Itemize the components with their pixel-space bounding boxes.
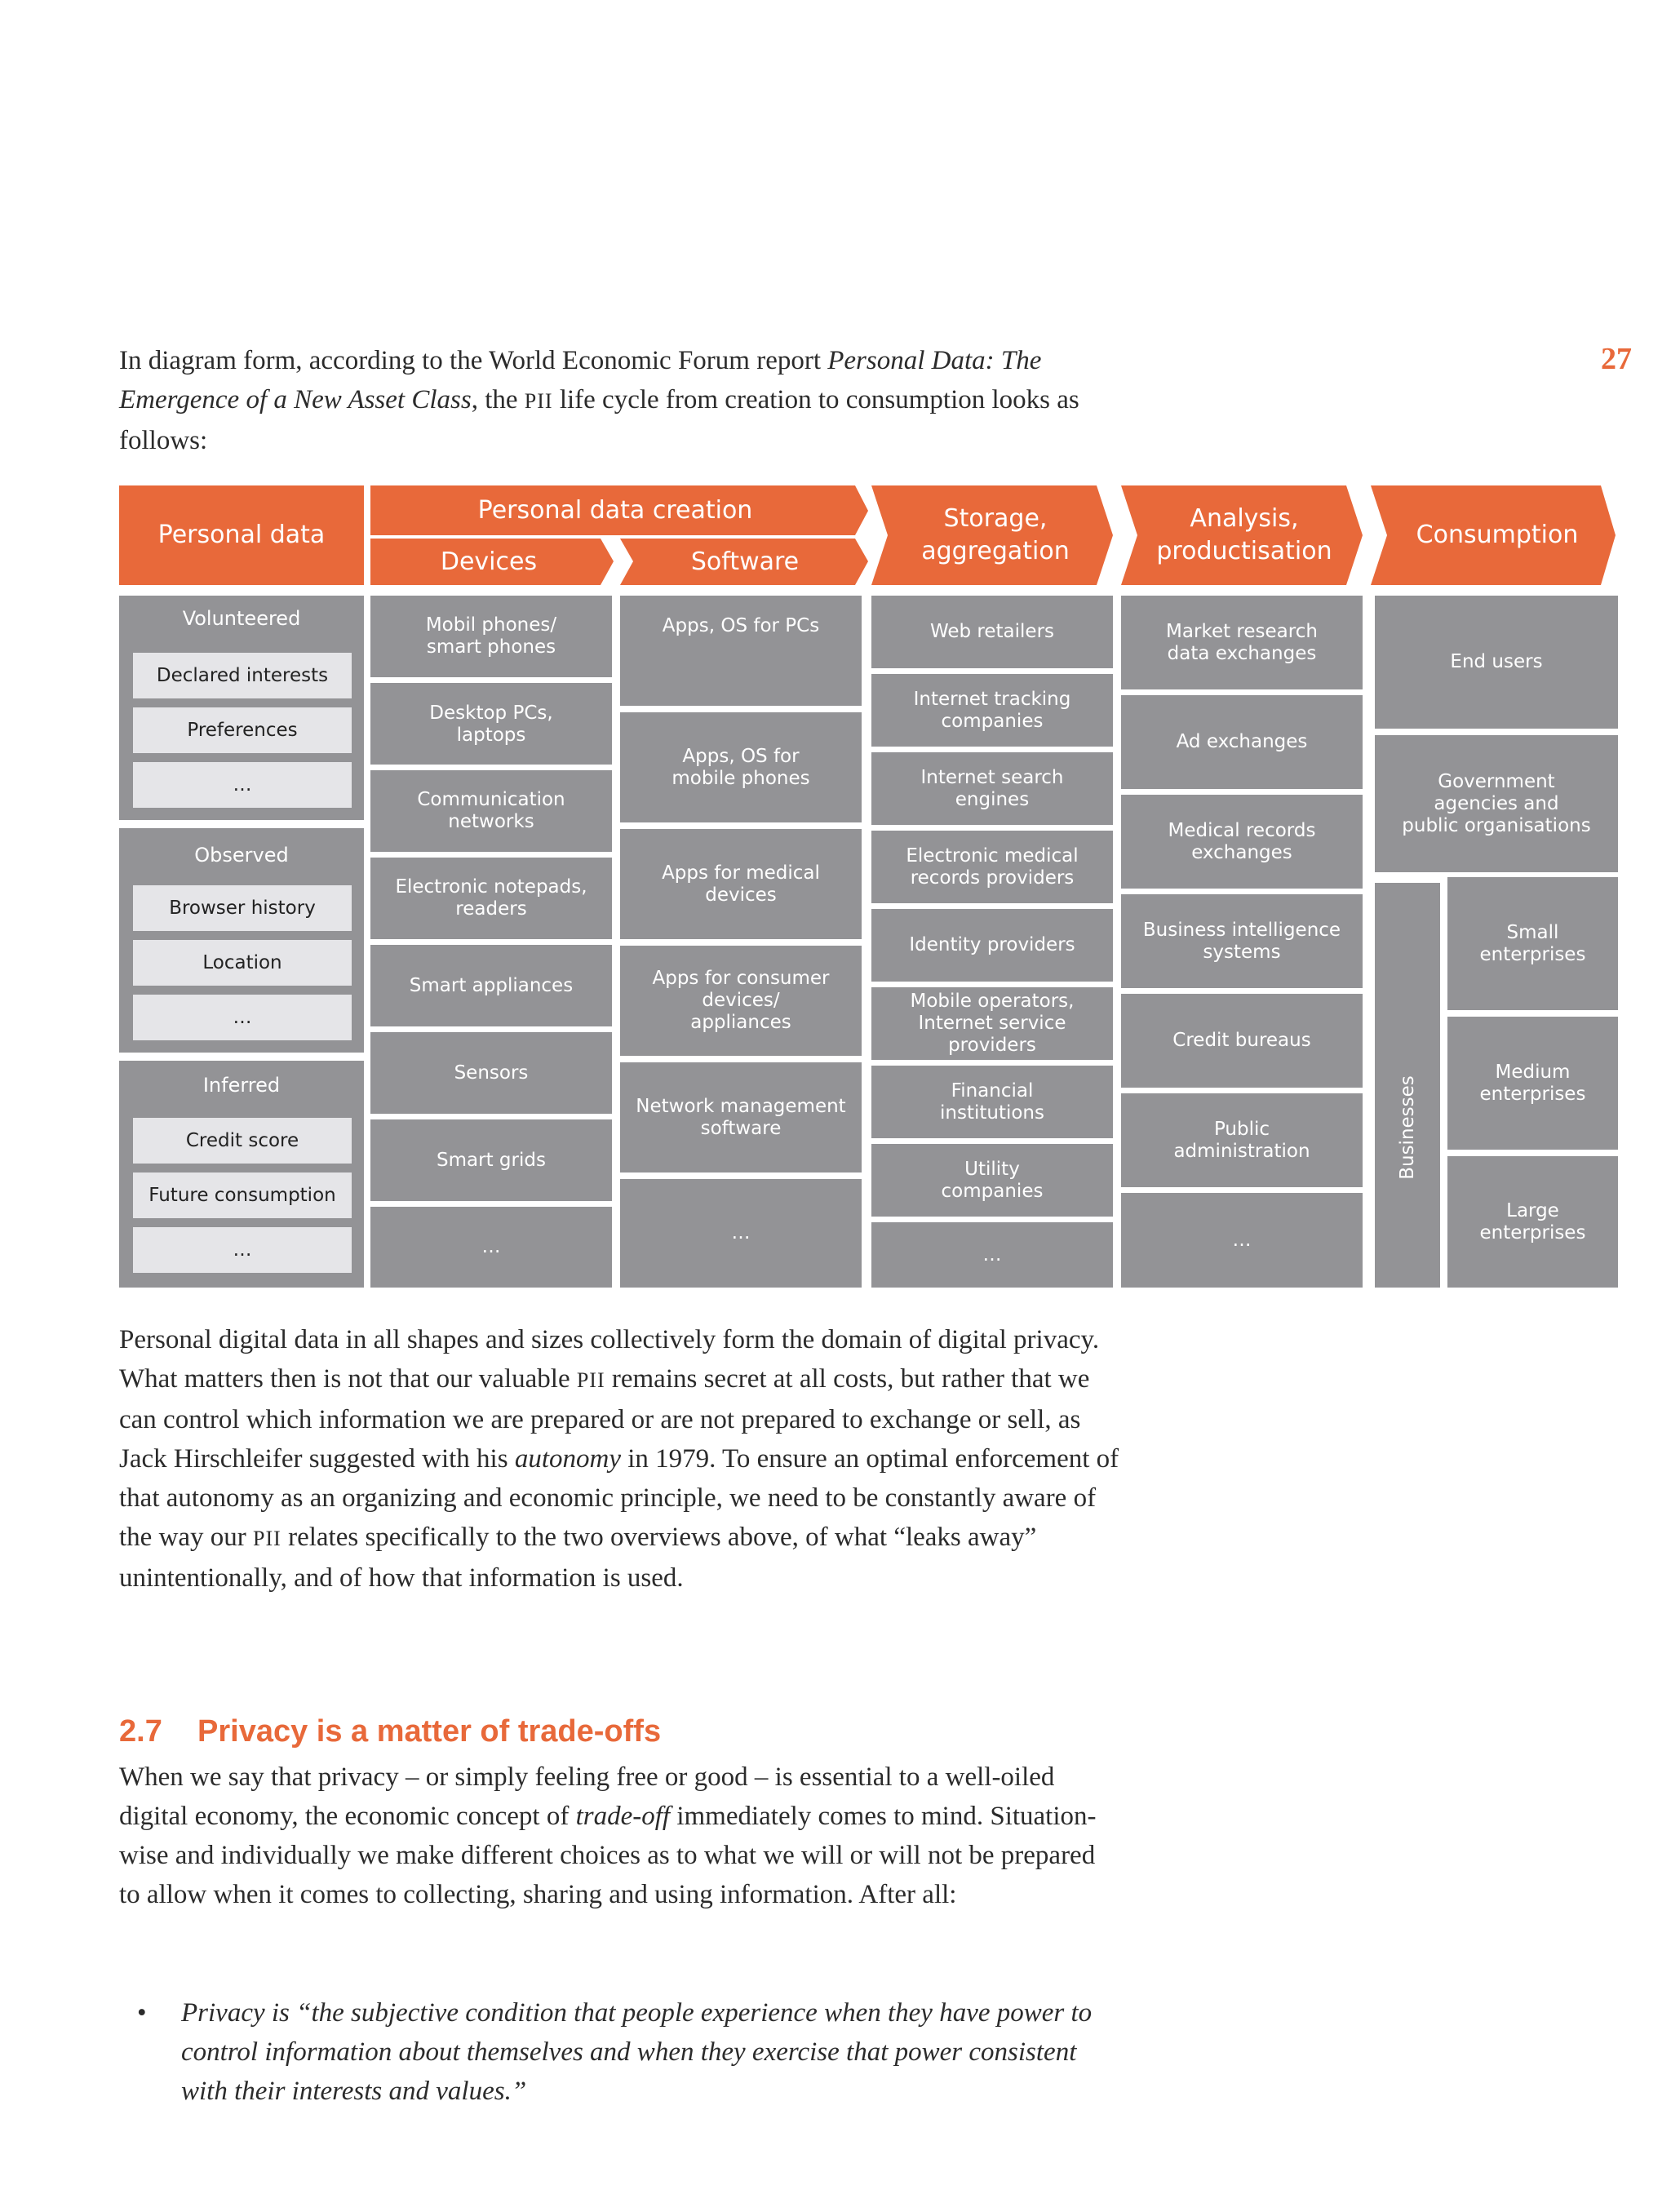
bullet-marker: •: [137, 1998, 147, 2028]
software-cell: [620, 1062, 862, 1172]
device-cell: [370, 1119, 612, 1201]
bullet-text: Privacy is “the subjective condition that people experience when they have power to control information about themselves and when they exercise that power consistent with their interests and values.”: [181, 1998, 1093, 2106]
analysis-label: Business intelligence systems: [1142, 919, 1341, 963]
business-label: Large enterprises: [1479, 1199, 1586, 1243]
device-label: Smart appliances: [409, 974, 574, 996]
storage-cell: [871, 1222, 1113, 1288]
group-label-volunteered: Volunteered: [182, 607, 301, 630]
analysis-label: …: [1232, 1229, 1252, 1251]
section-title: Privacy is a matter of trade-offs: [197, 1714, 662, 1749]
storage-label: Utility companies: [941, 1158, 1044, 1202]
consumption-cell: [1375, 596, 1618, 729]
body-text: relates specifically to the two overviews above, of what “leaks away” unintentionally, and of how that information is used.: [119, 1523, 1037, 1593]
body-paragraph-2: [119, 1758, 1123, 1914]
businesses-bar: [1375, 883, 1440, 1288]
software-cell: [620, 1179, 862, 1288]
software-label: …: [731, 1222, 751, 1243]
analysis-cell: [1121, 894, 1363, 988]
intro-text: , the: [471, 385, 525, 414]
device-label: Sensors: [454, 1062, 529, 1084]
header-creation: Personal data creation: [477, 495, 753, 525]
storage-label: Electronic medical records providers: [906, 844, 1079, 889]
device-cell: [370, 596, 612, 677]
analysis-label: Medical records exchanges: [1168, 819, 1316, 863]
analysis-cell: [1121, 695, 1363, 789]
body-text: Personal digital data in all shapes and sizes collectively form the domain of digital privacy. What matters then is not that our valuable: [119, 1325, 1100, 1394]
storage-cell: [871, 596, 1113, 668]
device-label: Electronic notepads, readers: [395, 876, 587, 920]
data-item-declared-interests: Declared interests: [133, 653, 352, 698]
storage-label: Financial institutions: [940, 1079, 1044, 1124]
data-item-preferences: Preferences: [133, 707, 352, 753]
body-text: remains secret at all costs, but rather that we can control which information we are prepared or are not prepared to exchange or sell, as Jack Hirschleifer suggested with his: [119, 1364, 1090, 1474]
device-cell: [370, 1032, 612, 1114]
analysis-cell: [1121, 994, 1363, 1088]
header-storage: Storage, aggregation: [921, 504, 1070, 565]
body-paragraph-1: [119, 1320, 1123, 1598]
device-label: …: [481, 1236, 501, 1257]
analysis-label: Public administration: [1173, 1118, 1310, 1162]
device-cell: [370, 945, 612, 1026]
group-label-observed: Observed: [194, 844, 289, 867]
data-item-more: …: [133, 762, 352, 808]
business-cell: [1447, 1156, 1618, 1288]
intro-text: life cycle from creation to consumption looks as follows:: [119, 385, 1079, 455]
page-number: 27: [1601, 342, 1632, 376]
data-item-location: Location: [133, 940, 352, 986]
body-text: immediately comes to mind. Situation-wise and individually we make different choices as to what we will or will not be prepared to allow when it comes to collecting, sharing and using information. After all:: [119, 1802, 1097, 1909]
storage-cell: [871, 752, 1113, 825]
software-cell: [620, 712, 862, 822]
business-cell: [1447, 877, 1618, 1010]
analysis-label: Market research data exchanges: [1166, 620, 1318, 664]
storage-cell: [871, 1066, 1113, 1138]
analysis-cell: [1121, 795, 1363, 889]
business-label: Medium enterprises: [1479, 1061, 1586, 1105]
header-devices: Devices: [440, 547, 538, 576]
consumption-cell: [1375, 735, 1618, 872]
device-label: Smart grids: [437, 1149, 546, 1171]
header-consumption: Consumption: [1416, 521, 1579, 549]
software-cell: [620, 946, 862, 1056]
data-item-credit-score: Credit score: [133, 1118, 352, 1164]
analysis-cell: [1121, 596, 1363, 689]
software-label: Network management software: [636, 1095, 846, 1139]
software-cell: [620, 829, 862, 939]
storage-label: Web retailers: [929, 621, 1055, 642]
header-analysis: Analysis, productisation: [1156, 504, 1332, 565]
analysis-cell: [1121, 1093, 1363, 1187]
device-cell: [370, 858, 612, 939]
storage-cell: [871, 909, 1113, 982]
consumption-label: Government agencies and public organisations: [1402, 770, 1591, 836]
tradeoff-term: trade-off: [575, 1802, 671, 1831]
device-cell: [370, 683, 612, 765]
device-cell: [370, 770, 612, 852]
software-cell: [620, 596, 862, 706]
storage-label: …: [982, 1243, 1002, 1266]
analysis-label: Ad exchanges: [1176, 731, 1308, 752]
device-label: Mobil phones/ smart phones: [425, 614, 557, 658]
intro-text: In diagram form, according to the World Economic Forum report: [119, 346, 828, 375]
storage-label: Mobile operators, Internet service providers: [910, 991, 1075, 1056]
header-software: Software: [690, 547, 800, 576]
body-text: When we say that privacy – or simply feeling free or good – is essential to a well-oiled digital economy, the economic concept of: [119, 1762, 1055, 1831]
body-text: in 1979. To ensure an optimal enforcement of that autonomy as an organizing and economic principle, we need to be constantly aware of the way our: [119, 1444, 1119, 1552]
data-item-browser-history: Browser history: [133, 885, 352, 931]
device-cell: [370, 1207, 612, 1288]
storage-cell: [871, 987, 1113, 1060]
consumption-label: End users: [1450, 651, 1543, 672]
analysis-cell: [1121, 1193, 1363, 1288]
storage-cell: [871, 674, 1113, 747]
software-label: Apps for consumer devices/ appliances: [652, 968, 830, 1033]
data-item-future-consumption: Future consumption: [133, 1172, 352, 1218]
business-label: Small enterprises: [1479, 921, 1586, 965]
storage-cell: [871, 1144, 1113, 1217]
bullet-item: [137, 1993, 1110, 2111]
section-number: 2.7: [119, 1714, 162, 1749]
storage-label: Internet tracking companies: [913, 688, 1071, 732]
group-label-inferred: Inferred: [202, 1074, 281, 1097]
storage-label: Identity providers: [909, 934, 1075, 955]
header-personal-data: Personal data: [157, 521, 326, 549]
business-cell: [1447, 1017, 1618, 1150]
analysis-label: Credit bureaus: [1172, 1030, 1311, 1051]
pii-abbrev: PII: [524, 389, 553, 413]
report-title: Personal Data: The Emergence of a New Asset Class: [119, 346, 1042, 414]
businesses-label: Businesses: [1397, 1075, 1418, 1180]
pii-abbrev: PII: [253, 1527, 281, 1550]
device-label: Communication networks: [417, 789, 565, 832]
data-item-more: …: [133, 995, 352, 1040]
storage-label: Internet search engines: [920, 766, 1064, 810]
software-label: Apps, OS for mobile phones: [672, 745, 810, 789]
pii-abbrev: PII: [576, 1368, 605, 1392]
software-label: Apps for medical devices: [662, 862, 820, 906]
software-label: Apps, OS for PCs: [662, 615, 820, 636]
storage-cell: [871, 831, 1113, 903]
section-heading: [119, 1712, 661, 1751]
device-label: Desktop PCs, laptops: [429, 703, 553, 746]
autonomy-term: autonomy: [514, 1444, 621, 1474]
data-item-more: …: [133, 1227, 352, 1273]
